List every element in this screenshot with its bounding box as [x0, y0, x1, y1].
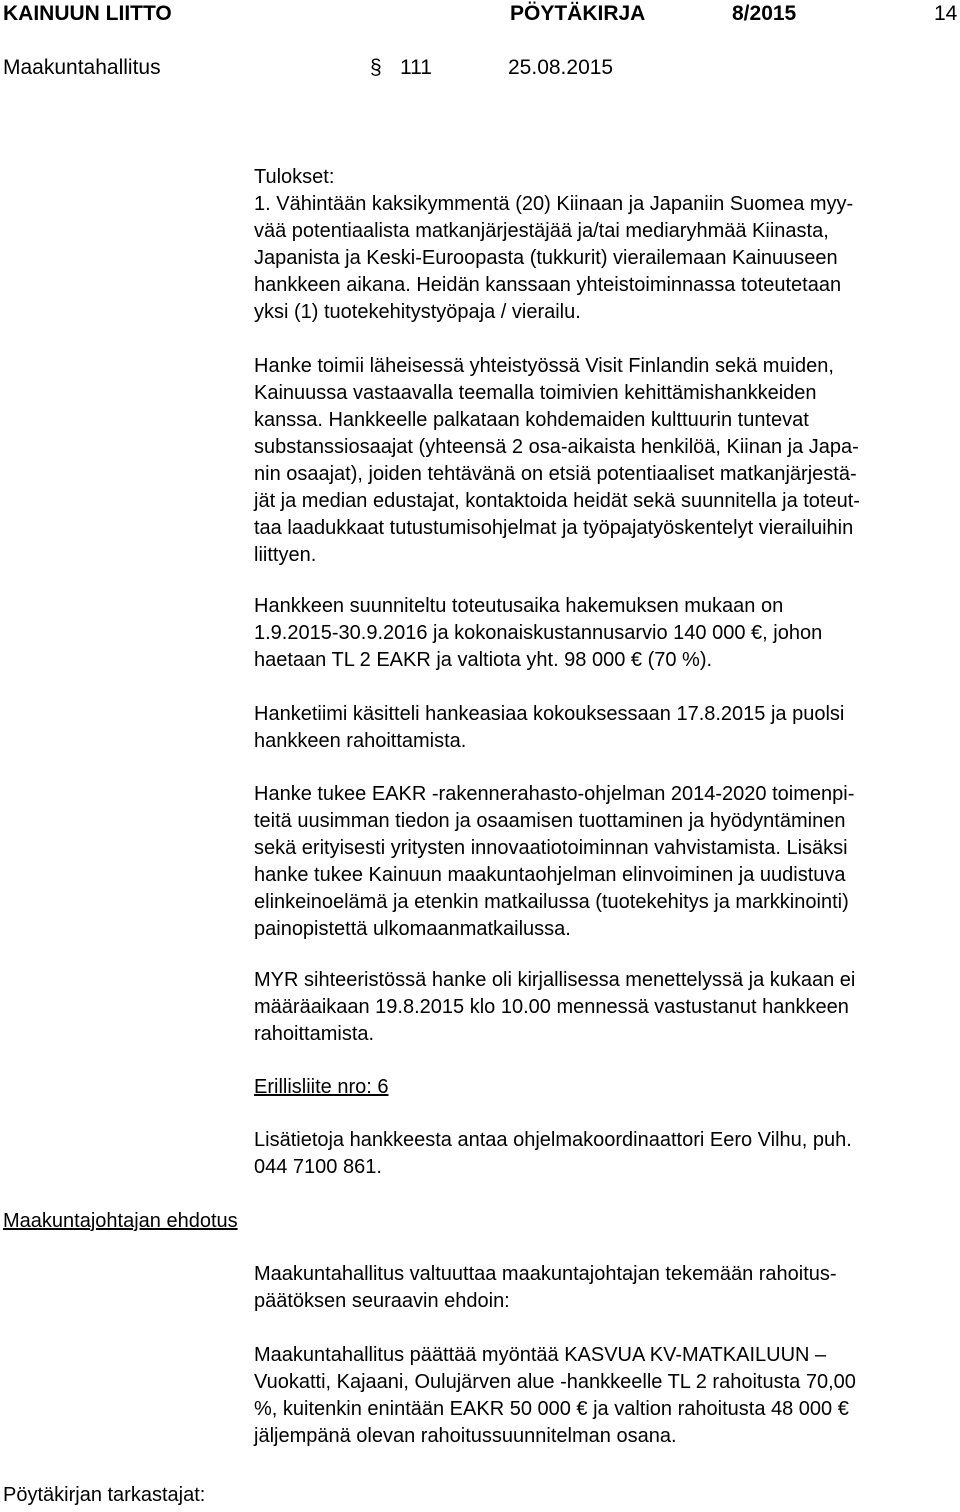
- text-line: MYR sihteeristössä hanke oli kirjallisessa menettelyssä ja kukaan ei: [254, 969, 856, 991]
- text-line: jäljempänä olevan rahoitussuunnitelman osana.: [254, 1425, 677, 1447]
- decision-paragraph: [254, 1342, 954, 1450]
- text-line: painopistettä ulkomaanmatkailussa.: [254, 918, 571, 940]
- text-line: Hanketiimi käsitteli hankeasiaa kokouksessaan 17.8.2015 ja puolsi: [254, 703, 845, 725]
- text-line: hanke tukee Kainuun maakuntaohjelman elinvoiminen ja uudistuva: [254, 864, 846, 886]
- section-sign: §: [370, 56, 382, 79]
- text-line: Kainuussa vastaavalla teemalla toimivien kehittämishankkeiden: [254, 382, 817, 404]
- text-line: hankkeen aikana. Heidän kanssaan yhteistoiminnassa toteutetaan: [254, 274, 842, 296]
- text-line: haetaan TL 2 EAKR ja valtiota yht. 98 000 € (70 %).: [254, 649, 713, 671]
- text-line: 044 7100 861.: [254, 1156, 382, 1178]
- text-line: 1.9.2015-30.9.2016 ja kokonaiskustannusarvio 140 000 €, johon: [254, 622, 823, 644]
- team-paragraph: [254, 701, 954, 755]
- attachment-reference: Erillisliite nro: 6: [254, 1076, 389, 1098]
- results-block: [254, 164, 954, 326]
- text-line: Maakuntahallitus valtuuttaa maakuntajohtajan tekemään rahoitus-: [254, 1263, 837, 1285]
- text-line: määräaikaan 19.8.2015 klo 10.00 mennessä vastustanut hankkeen: [254, 996, 849, 1018]
- schedule-paragraph: [254, 593, 954, 674]
- text-line: Vuokatti, Kajaani, Oulujärven alue -hankkeelle TL 2 rahoitusta 70,00: [254, 1371, 856, 1393]
- text-line: teitä uusimman tiedon ja osaamisen tuottaminen ja hyödyntäminen: [254, 810, 846, 832]
- meeting-date: 25.08.2015: [508, 56, 614, 79]
- text-line: kanssa. Hankkeelle palkataan kohdemaiden kulttuurin tuntevat: [254, 409, 809, 431]
- text-line: yksi (1) tuotekehitystyöpaja / vierailu.: [254, 301, 581, 323]
- text-line: Hanke toimii läheisessä yhteistyössä Visit Finlandin sekä muiden,: [254, 355, 834, 377]
- document-number: 8/2015: [732, 2, 797, 25]
- section-number: 111: [400, 56, 432, 79]
- proposal-heading: Maakuntajohtajan ehdotus: [3, 1210, 238, 1232]
- text-line: elinkeinoelämä ja etenkin matkailussa (tuotekehitys ja markkinointi): [254, 891, 849, 913]
- text-line: jät ja median edustajat, kontaktoida heidät sekä suunnitella ja toteut-: [254, 490, 860, 512]
- text-line: taa laadukkaat tutustumisohjelmat ja työpajatyöskentelyt vierailuihin: [254, 517, 854, 539]
- program-paragraph: [254, 781, 954, 943]
- organization-name: KAINUUN LIITTO: [3, 2, 172, 25]
- text-line: Japanista ja Keski-Euroopasta (tukkurit) vierailemaan Kainuuseen: [254, 247, 838, 269]
- results-label: Tulokset:: [254, 166, 335, 188]
- page-number: 14: [934, 2, 958, 25]
- contact-paragraph: [254, 1127, 954, 1181]
- text-line: sekä erityisesti yritysten innovaatiotoiminnan vahvistamista. Lisäksi: [254, 837, 848, 859]
- myr-paragraph: [254, 967, 954, 1048]
- attachment-block: [254, 1074, 954, 1101]
- text-line: Maakuntahallitus päättää myöntää KASVUA KV-MATKAILUUN –: [254, 1344, 827, 1366]
- reviewers-label: Pöytäkirjan tarkastajat:: [3, 1484, 206, 1506]
- meeting-body: Maakuntahallitus: [3, 56, 161, 79]
- authorization-paragraph: [254, 1261, 954, 1315]
- text-line: liittyen.: [254, 544, 317, 566]
- text-line: vää potentiaalista matkanjärjestäjää ja/tai mediaryhmää Kiinasta,: [254, 220, 829, 242]
- text-line: Hankkeen suunniteltu toteutusaika hakemuksen mukaan on: [254, 595, 784, 617]
- text-line: nin osaajat), joiden tehtävänä on etsiä potentiaaliset matkanjärjestä-: [254, 463, 857, 485]
- cooperation-paragraph: [254, 353, 954, 569]
- text-line: %, kuitenkin enintään EAKR 50 000 € ja valtion rahoitusta 48 000 €: [254, 1398, 849, 1420]
- text-line: 1. Vähintään kaksikymmentä (20) Kiinaan ja Japaniin Suomea myy-: [254, 193, 854, 215]
- text-line: päätöksen seuraavin ehdoin:: [254, 1290, 510, 1312]
- text-line: Hanke tukee EAKR -rakennerahasto-ohjelman 2014-2020 toimenpi-: [254, 783, 855, 805]
- text-line: Lisätietoja hankkeesta antaa ohjelmakoordinaattori Eero Vilhu, puh.: [254, 1129, 852, 1151]
- text-line: substanssiosaajat (yhteensä 2 osa-aikaista henkilöä, Kiinan ja Japa-: [254, 436, 859, 458]
- document-type: PÖYTÄKIRJA: [510, 2, 646, 25]
- text-line: hankkeen rahoittamista.: [254, 730, 467, 752]
- text-line: rahoittamista.: [254, 1023, 375, 1045]
